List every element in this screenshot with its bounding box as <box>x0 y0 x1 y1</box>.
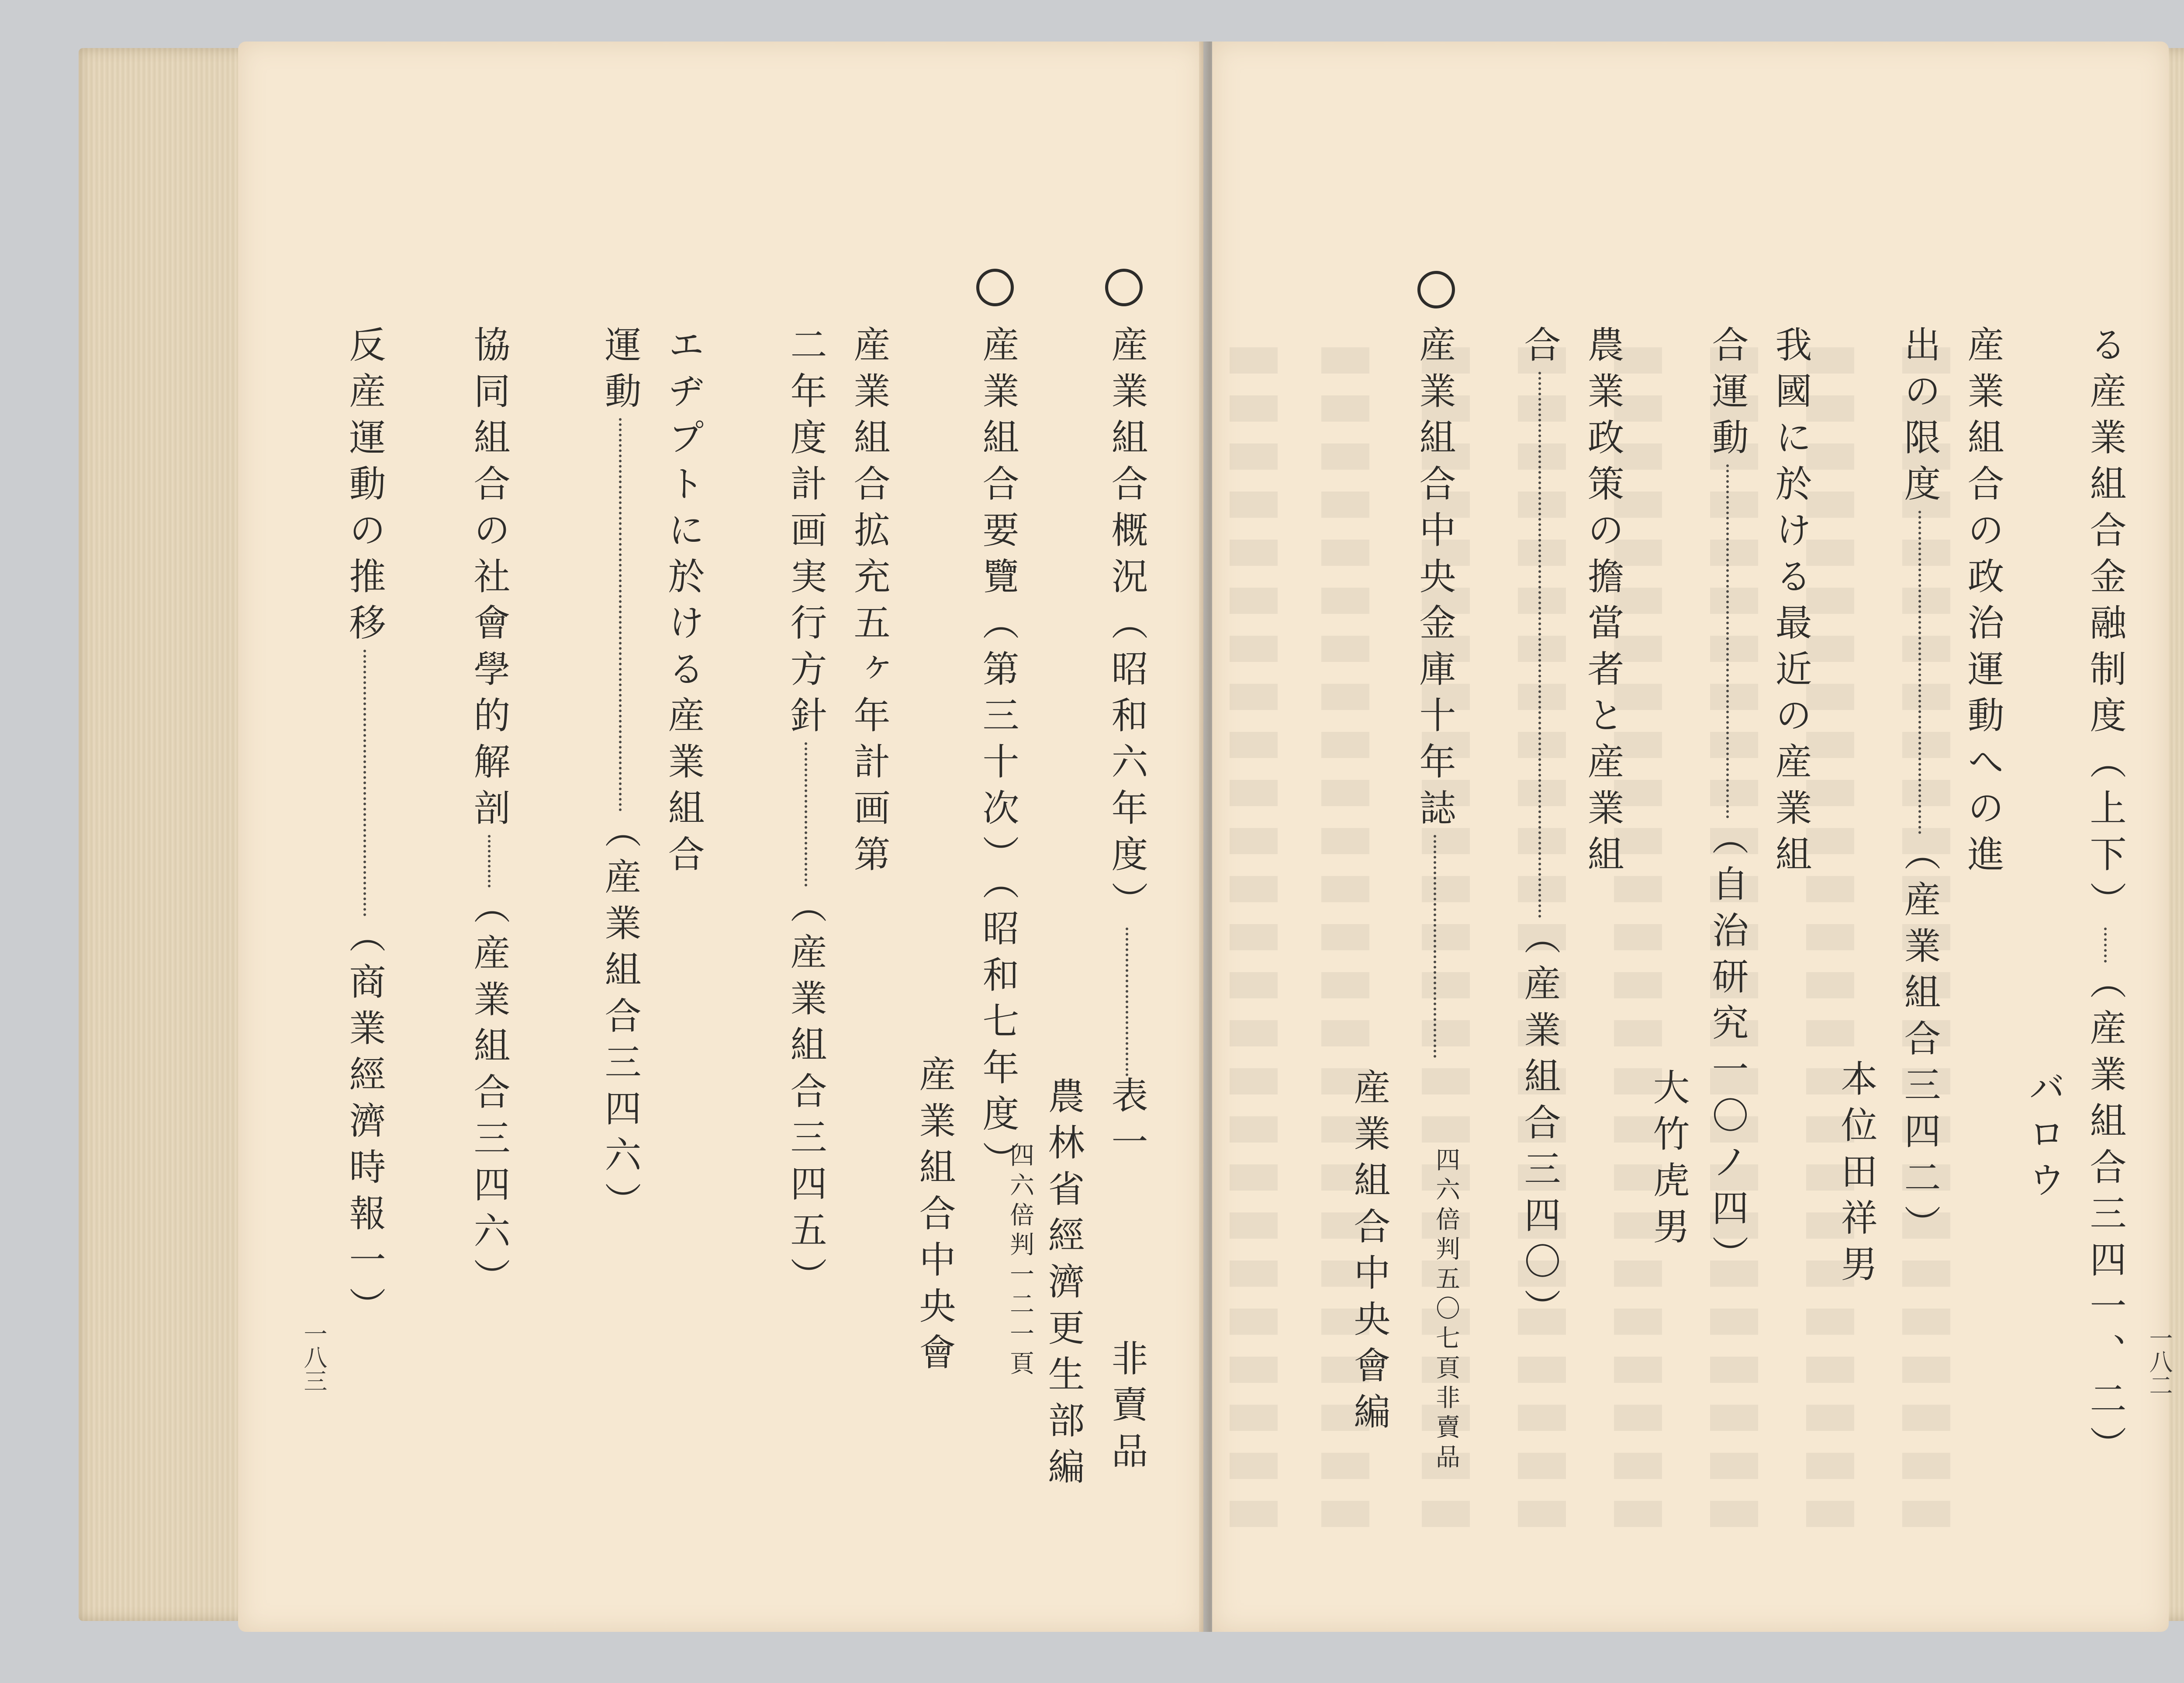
entry-title-text: 農業政策の擔當者と産業組 <box>1582 326 1624 881</box>
entry-title <box>1579 326 1627 881</box>
entry-title <box>1767 326 1815 881</box>
leader-dots <box>1538 372 1541 918</box>
entry-title <box>465 326 513 1304</box>
entry-title-text: 産業組合拡充五ヶ年計画第 <box>848 326 891 881</box>
entry-title-text: エヂプトに於ける産業組合 <box>662 326 705 881</box>
entry-title-text: 反産運動の推移 <box>343 326 386 650</box>
leader-dots <box>1126 928 1128 1076</box>
entry-size-text: 四六倍判一二一頁 <box>1006 1143 1034 1380</box>
entry-title-text: 産業組合概況（昭和六年度） <box>1106 326 1148 928</box>
entry-title-text: 産業組合中央金庫十年誌 <box>1413 326 1456 835</box>
entry-title-text: 出の限度 <box>1898 326 1941 511</box>
entry-meta: （産業組合三四二） <box>1898 834 1941 1251</box>
entry-size <box>996 1143 1044 1380</box>
entry-title <box>782 326 830 1303</box>
entry-author <box>1645 1068 1693 1254</box>
page-number: 一八二 <box>2146 1326 2173 1397</box>
entry-meta: （商業經濟時報一） <box>343 916 386 1333</box>
entry-title-text: 産業組合要覽（第三十次）（昭和七年度） <box>977 326 1019 1187</box>
entry-author <box>2020 1068 2068 1207</box>
entry-meta: （産業組合三四一、二） <box>2084 963 2127 1472</box>
entry-meta: （産業組合三四〇） <box>1518 918 1561 1335</box>
entry-title <box>1959 326 2007 881</box>
entry-author-text: 農林省經濟更生部編 <box>1042 1077 1085 1494</box>
entry-title-text: 二年度計画実行方針 <box>784 326 827 742</box>
entry-title-text: 合 <box>1518 326 1561 372</box>
entry-title <box>974 326 1022 1187</box>
leader-dots <box>363 650 366 916</box>
entry-meta: （産業組合三四六） <box>599 811 642 1228</box>
entry-title-text: 我國に於ける最近の産業組 <box>1769 326 1812 881</box>
entry-publisher <box>911 1055 959 1379</box>
entry-size-text: 四六倍判五〇七頁非賣品 <box>1432 1147 1460 1474</box>
entry-title-text: 協同組合の社會學的解剖 <box>468 326 511 835</box>
entry-author <box>1040 1077 1088 1494</box>
entry-author-text: バロウ <box>2023 1068 2066 1207</box>
leader-dots <box>1434 835 1436 1058</box>
leader-dots <box>1726 464 1729 818</box>
entry-meta: （産業組合三四五） <box>784 887 827 1303</box>
entry-publisher-text: 産業組合中央會編 <box>1348 1068 1391 1439</box>
entry-title <box>1704 326 1752 1281</box>
entry-title <box>1516 326 1564 1335</box>
entry-publisher <box>1345 1068 1393 1439</box>
entry-author <box>1103 1339 1151 1478</box>
page-number: 一八三 <box>300 1322 328 1392</box>
entry-meta: （産業組合三四六） <box>468 887 511 1304</box>
section-marker-circle <box>1417 271 1455 308</box>
entry-title-text: る産業組合金融制度（上下） <box>2084 326 2127 928</box>
entry-title <box>1896 326 1944 1251</box>
leader-dots <box>619 418 622 811</box>
entry-title-text: 産業組合の政治運動への進 <box>1962 326 2004 881</box>
entry-publisher-text: 産業組合中央會 <box>913 1055 956 1379</box>
section-marker-circle <box>976 269 1014 306</box>
entry-title <box>1411 326 1459 1058</box>
entry-title <box>660 326 708 881</box>
leader-dots <box>1918 511 1921 834</box>
entry-title <box>596 326 644 1228</box>
bleed-through-text <box>1230 347 1278 1527</box>
entry-title-text: 運動 <box>599 326 642 418</box>
entry-title <box>2081 326 2129 1472</box>
entry-meta: （自治研究一〇ノ四） <box>1706 818 1749 1281</box>
leader-dots <box>805 742 807 887</box>
entry-author-text: 本位田祥男 <box>1835 1060 1878 1291</box>
left-page-edge <box>79 48 253 1621</box>
entry-author-text: 非賣品 <box>1106 1339 1148 1478</box>
entry-author <box>1832 1060 1880 1291</box>
entry-title <box>341 326 389 1333</box>
entry-meta: 表一 <box>1106 1076 1148 1169</box>
entry-title <box>845 326 893 881</box>
entry-title-text: 合運動 <box>1706 326 1749 464</box>
leader-dots <box>2104 928 2107 963</box>
section-marker-circle <box>1105 269 1143 306</box>
entry-title <box>1103 326 1151 1169</box>
left-page <box>238 42 1203 1632</box>
entry-size <box>1422 1147 1470 1474</box>
right-page <box>1212 42 2173 1632</box>
leader-dots <box>488 835 491 887</box>
entry-author-text: 大竹虎男 <box>1647 1068 1690 1254</box>
